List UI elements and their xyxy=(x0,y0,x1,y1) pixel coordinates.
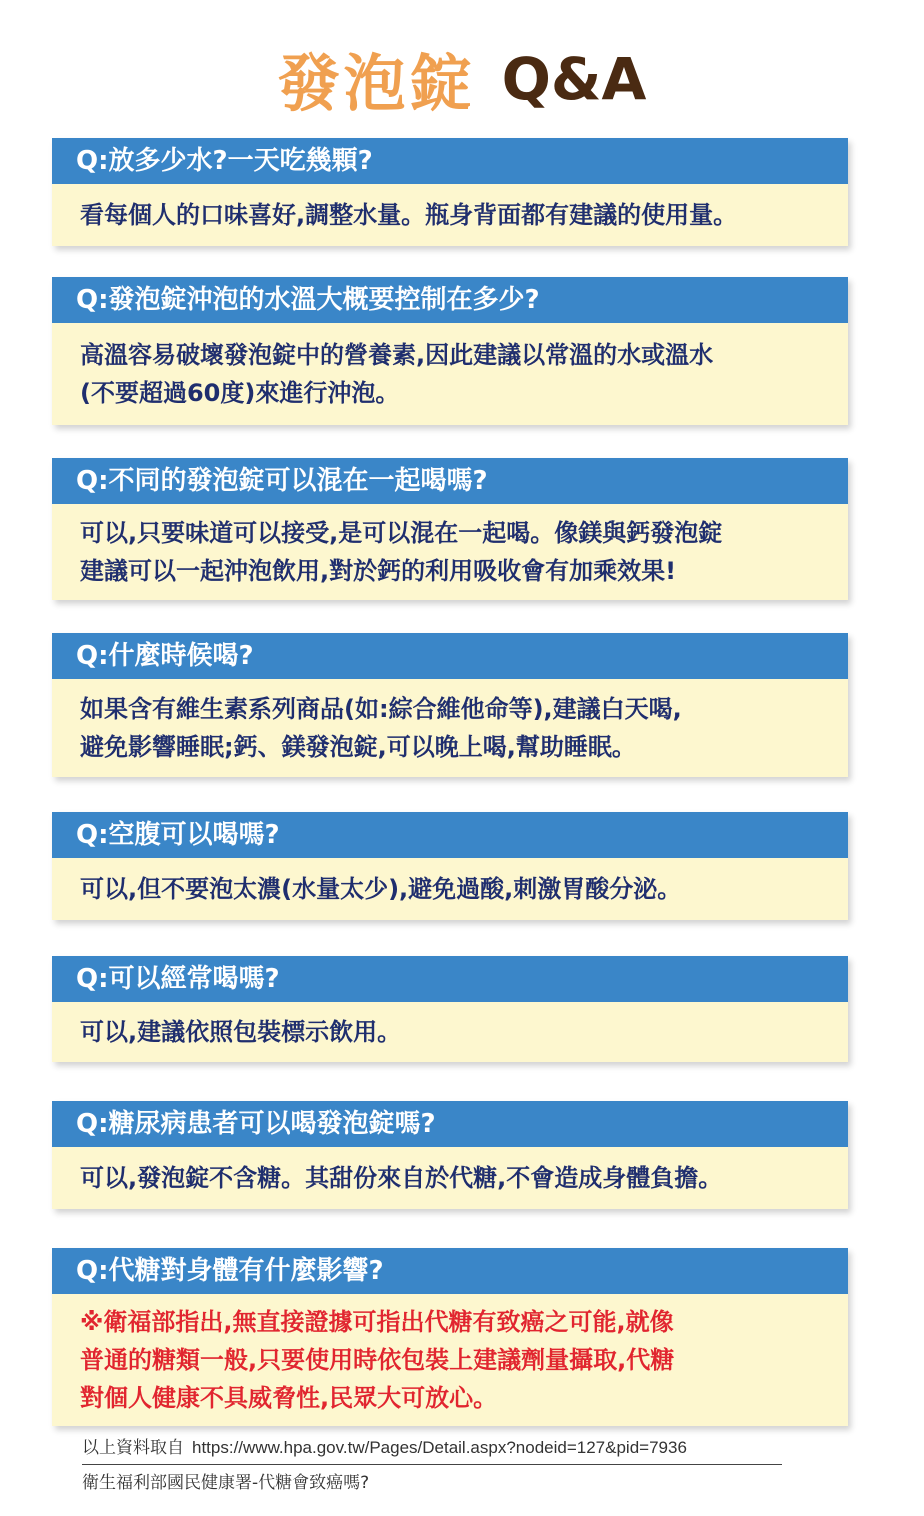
answer-box: 可以,只要味道可以接受,是可以混在一起喝。像鎂與鈣發泡錠 建議可以一起沖泡飲用,對於鈣的利用吸收會有加乘效果! xyxy=(52,504,848,600)
question-bar: Q:什麼時候喝? xyxy=(52,633,848,679)
qa-card-frequency xyxy=(52,956,848,1062)
qa-card-sweetener-effects xyxy=(52,1248,848,1426)
answer-box: 可以,但不要泡太濃(水量太少),避免過酸,刺激胃酸分泌。 xyxy=(52,858,848,920)
qa-card-diabetes xyxy=(52,1101,848,1209)
title-qa: Q&A xyxy=(501,44,647,113)
answer-box: 可以,發泡錠不含糖。其甜份來自於代糖,不會造成身體負擔。 xyxy=(52,1147,848,1209)
qa-card-water-amount xyxy=(52,138,848,246)
answer-box: 如果含有維生素系列商品(如:綜合維他命等),建議白天喝, 避免影響睡眠;鈣、鎂發泡錠,可以晚上喝,幫助睡眠。 xyxy=(52,679,848,777)
answer-box: 看每個人的口味喜好,調整水量。瓶身背面都有建議的使用量。 xyxy=(52,184,848,246)
question-bar: Q:空腹可以喝嗎? xyxy=(52,812,848,858)
source-citation xyxy=(82,1432,782,1497)
qa-card-mixing xyxy=(52,458,848,600)
qa-card-water-temperature xyxy=(52,277,848,425)
qa-card-empty-stomach xyxy=(52,812,848,920)
source-url: https://www.hpa.gov.tw/Pages/Detail.aspx?nodeid=127&pid=7936 xyxy=(192,1438,687,1457)
source-prefix: 以上資料取自 xyxy=(82,1438,184,1458)
qa-card-when-to-drink xyxy=(52,633,848,777)
answer-box: 高溫容易破壞發泡錠中的營養素,因此建議以常溫的水或溫水 (不要超過60度)來進行沖泡。 xyxy=(52,323,848,425)
answer-box: 可以,建議依照包裝標示飲用。 xyxy=(52,1002,848,1062)
question-bar: Q:發泡錠沖泡的水溫大概要控制在多少? xyxy=(52,277,848,323)
warning-answer-box: ※衛福部指出,無直接證據可指出代糖有致癌之可能,就像 普通的糖類一般,只要使用時依包裝上建議劑量攝取,代糖 對個人健康不具威脅性,民眾大可放心。 xyxy=(52,1294,848,1426)
question-bar: Q:糖尿病患者可以喝發泡錠嗎? xyxy=(52,1101,848,1147)
source-line xyxy=(82,1432,782,1465)
question-bar: Q:放多少水?一天吃幾顆? xyxy=(52,138,848,184)
page-title xyxy=(0,34,924,123)
question-bar: Q:代糖對身體有什麼影響? xyxy=(52,1248,848,1294)
question-bar: Q:可以經常喝嗎? xyxy=(52,956,848,1002)
title-chinese: 發泡錠 xyxy=(277,47,476,120)
question-bar: Q:不同的發泡錠可以混在一起喝嗎? xyxy=(52,458,848,504)
source-caption: 衛生福利部國民健康署-代糖會致癌嗎? xyxy=(82,1473,370,1493)
